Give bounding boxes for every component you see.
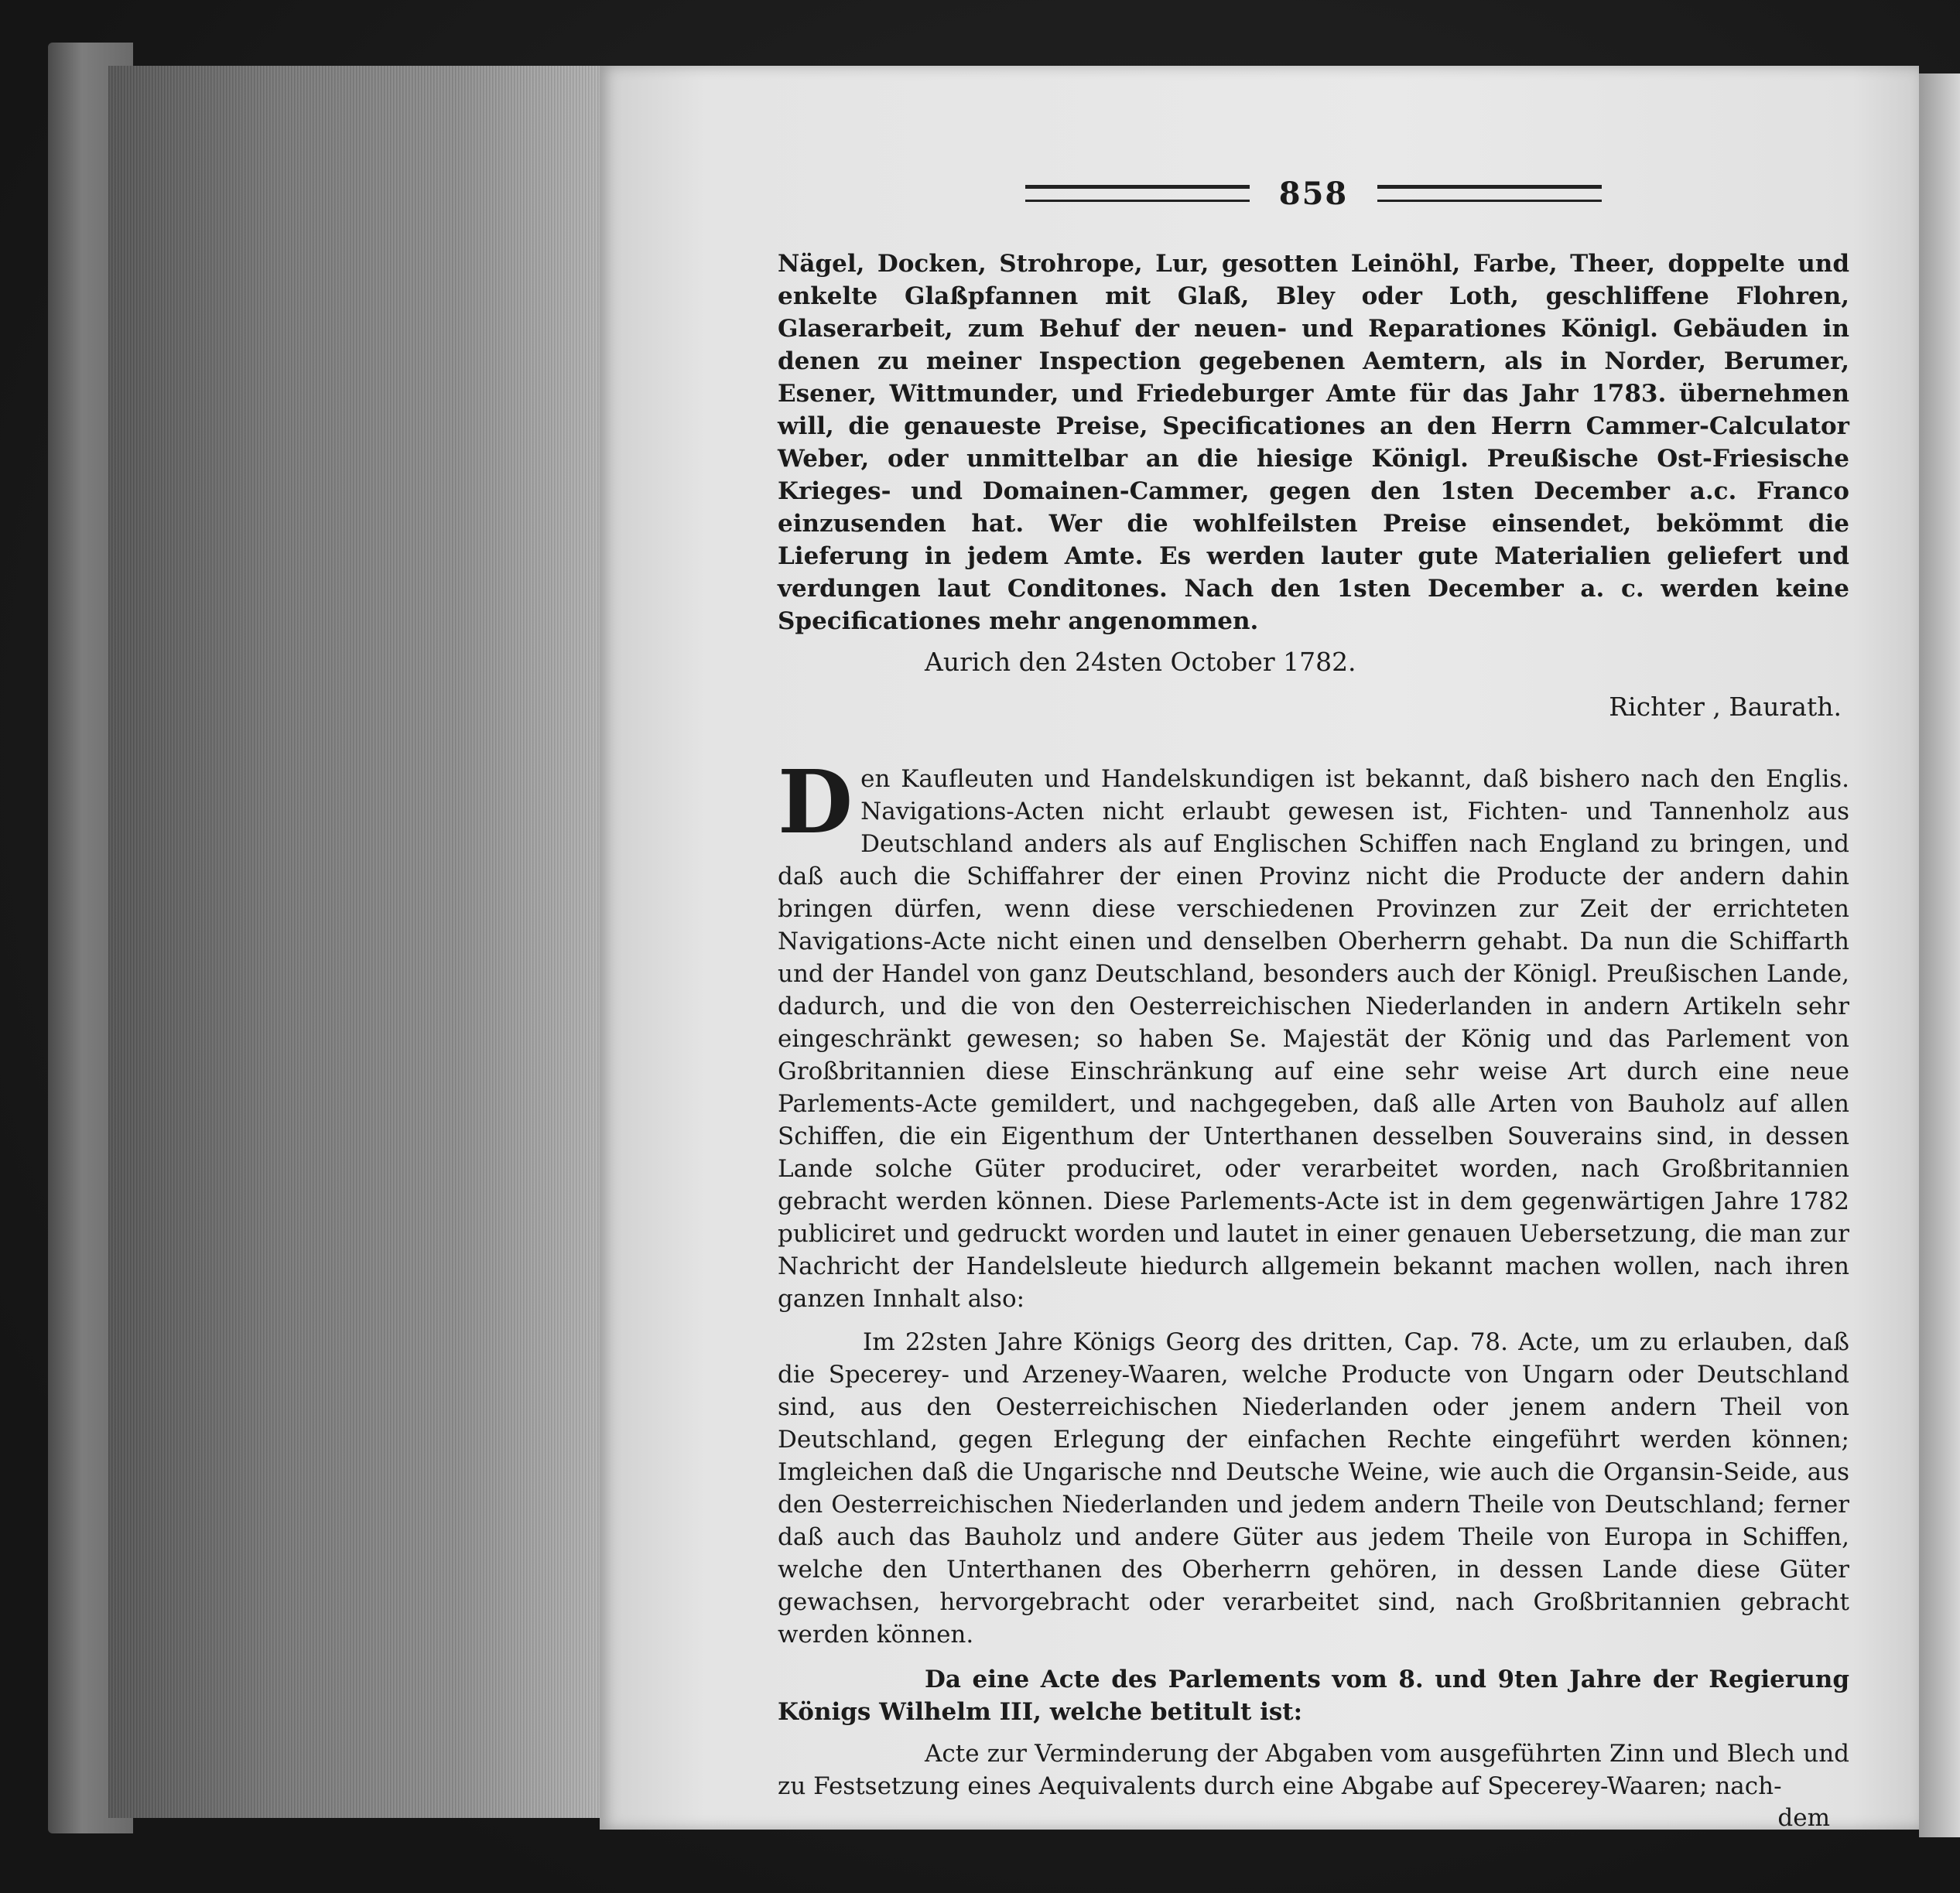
notice-dateline: Aurich den 24sten October 1782. [925,647,1356,677]
act-quote-text: Im 22sten Jahre Königs Georg des dritten, Cap. 78. Acte, um zu erlauben, daß die Specerey- und Arzeney-Waaren, welche Producte von Ungarn oder Deutschland sind, aus den Oesterreichischen Niederlanden oder jenem andern Theil von Deutschland, gegen Erlegung der einfachen Rechte eingeführt werden können; Imgleichen daß die Ungarische nnd Deutsche Weine, wie auch die Organsin-Seide, aus den Oesterreichischen Niederlanden und jedem andern Theile von Deutschland; ferner daß auch das Bauholz und andere Güter aus jedem Theile von Europa in Schiffen, welche den Unterthanen des Oberherrn gehören, in dessen Lande diese Güter gewachsen, hervorgebracht oder verarbeitet sind, nach Großbritannien gebracht werden können. [778,1328,1849,1649]
notice-signature: Richter , Baurath. [1609,692,1842,722]
article-intro [778,752,1849,1315]
navigation-act-article [778,752,1849,1833]
act-quote [778,1326,1849,1651]
page-header [778,170,1849,217]
page-block-edge [108,66,605,1818]
act-preamble [778,1663,1849,1728]
header-rule-left [1025,185,1250,202]
notice-body: Nägel, Docken, Strohrope, Lur, gesotten Leinöhl, Farbe, Theer, doppelte und enkelte Glaßpfannen mit Glaß, Bley oder Loth, geschliffene Flohren, Glaserarbeit, zum Behuf der neuen- und Reparationes Königl. Gebäuden in denen zu meiner Inspection gegebenen Aemtern, als in Norder, Berumer, Esener, Wittmunder, und Friedeburger Amte für das Jahr 1783. übernehmen will, die genaueste Preise, Specificationes an den Herrn Cammer-Calculator Weber, oder unmittelbar an die hiesige Königl. Preußische Ost-Friesische Krieges- und Domainen-Cammer, gegen den 1sten December a.c. Franco einzusenden hat. Wer die wohlfeilsten Preise einsendet, bekömmt die Lieferung in jedem Amte. Es werden lauter gute Materialien geliefert und verdungen laut Conditones. Nach den 1sten December a. c. werden keine Specificationes mehr angenommen. [778,250,1849,635]
page-number: 858 [1278,175,1349,212]
page-content [778,170,1849,1833]
article-intro-text: en Kaufleuten und Handelskundigen ist bekannt, daß bishero nach den Englis. Navigations-Acten nicht erlaubt gewesen ist, Fichten- und Tannenholz aus Deutschland anders als auf Englischen Schiffen nach England zu bringen, und daß auch die Schiffahrer der einen Provinz nicht die Producte der andern dahin bringen dürfen, wenn diese verschiedenen Provinzen zur Zeit der errichteten Navigations-Acte nicht einen und denselben Oberherrn gehabt. Da nun die Schiffarth und der Handel von ganz Deutschland, besonders auch der Königl. Preußischen Lande, dadurch, und die von den Oesterreichischen Niederlanden in andern Artikeln sehr eingeschränkt gewesen; so haben Se. Majestät der König und das Parlement von Großbritannien diese Einschränkung auf eine sehr weise Art durch eine neue Parlements-Acte gemildert, und nachgegeben, daß alle Arten von Bauholz auf allen Schiffen, die ein Eigenthum der Unterthanen desselben Souverains sind, in dessen Lande solche Güter produciret, oder verarbeitet worden, nach Großbritannien gebracht werden können. Diese Parlements-Acte ist in dem gegenwärtigen Jahre 1782 publiciret und gedruckt worden und lautet in einer genauen Uebersetzung, die man zur Nachricht der Handelsleute hiedurch allgemein bekannt machen wollen, nach ihren ganzen Innhalt also: [778,765,1849,1313]
act-title-text: Acte zur Verminderung der Abgaben vom ausgeführten Zinn und Blech und zu Festsetzung eines Aequivalents durch eine Abgabe auf Specerey-Waaren; nach- [778,1740,1849,1800]
act-preamble-text: Da eine Acte des Parlements vom 8. und 9ten Jahre der Regierung Königs Wilhelm III, welche betitult ist: [778,1666,1849,1726]
building-materials-notice [778,248,1849,724]
drop-cap: D [778,752,853,853]
header-rule-right [1377,185,1602,202]
next-page-edge [1919,73,1960,1837]
act-title [778,1738,1849,1802]
catchword: dem [1777,1804,1830,1832]
